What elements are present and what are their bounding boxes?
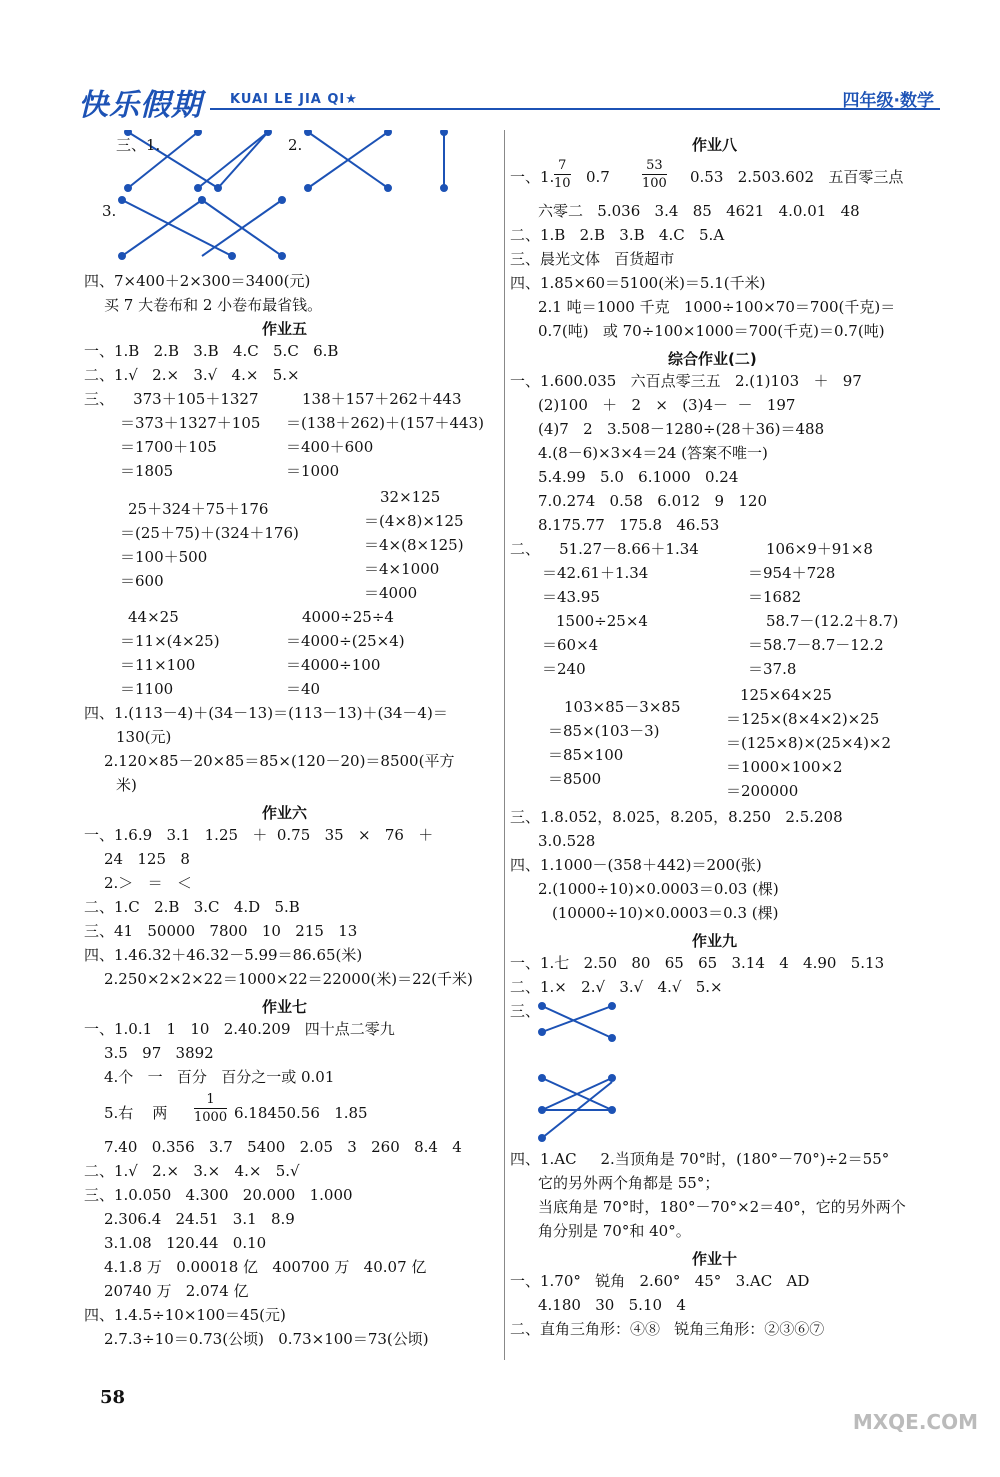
answer-line: ＝(138＋262)＋(157＋443)	[286, 414, 484, 432]
answer-line: 二、1.C 2.B 3.C 4.D 5.B	[84, 898, 300, 916]
answer-line: 2.	[288, 136, 303, 154]
answer-line: 一、1.七 2.50 80 65 65 3.14 4 4.90 5.13	[510, 954, 885, 972]
section-heading: 作业六	[262, 804, 308, 822]
answer-line: 125×64×25	[740, 686, 832, 704]
answer-line: 7.40 0.356 3.7 5400 2.05 3 260 8.4 4	[104, 1138, 462, 1156]
answer-line: ＝4000÷(25×4)	[286, 632, 405, 650]
answer-line: ＝1100	[120, 680, 174, 698]
answer-line: ＝1700＋105	[120, 438, 217, 456]
fraction	[194, 1092, 227, 1125]
fraction	[554, 158, 571, 191]
answer-line: 4000÷25÷4	[302, 608, 394, 626]
answer-line: 138＋157＋262＋443	[302, 390, 462, 408]
answer-line: 0.7	[586, 168, 610, 186]
answer-line: ＝240	[542, 660, 586, 678]
answer-line: ＝85×100	[548, 746, 624, 764]
matching-lines-2	[298, 130, 458, 194]
answer-line: 一、1.600.035 六百点零三五 2.(1)103 ＋ 97	[510, 372, 862, 390]
answer-line: 四、1.85×60＝5100(米)＝5.1(千米)	[510, 274, 766, 292]
matching-lines-3	[112, 196, 302, 262]
answer-line: 六零二 5.036 3.4 85 4621 4.0.01 48	[538, 202, 860, 220]
answer-line: 8.175.77 175.8 46.53	[538, 516, 720, 534]
fraction-numerator: 53	[646, 158, 663, 173]
answer-line: 3.1.08 120.44 0.10	[104, 1234, 267, 1252]
answer-line: 一、1.B 2.B 3.B 4.C 5.C 6.B	[84, 342, 339, 360]
answer-line: 2.1 吨＝1000 千克 1000÷100×70＝700(千克)＝	[538, 298, 896, 316]
section-heading: 作业十	[692, 1250, 738, 1268]
answer-line: ＝43.95	[542, 588, 600, 606]
answer-line: 5.4.99 5.0 6.1000 0.24	[538, 468, 739, 486]
answer-line: ＝200000	[726, 782, 799, 800]
answer-line: ＝100＋500	[120, 548, 208, 566]
answer-line: 四、1.1000－(358＋442)＝200(张)	[510, 856, 762, 874]
answer-line: ＝4000÷100	[286, 656, 381, 674]
answer-line: 一、1.	[510, 168, 555, 186]
answer-line: ＝4×1000	[364, 560, 440, 578]
answer-line: 二、 51.27－8.66＋1.34	[510, 540, 699, 558]
answer-line: 106×9＋91×8	[766, 540, 873, 558]
answer-line: 0.7(吨) 或 70÷100×1000＝700(千克)＝0.7(吨)	[538, 322, 885, 340]
answer-line: 2.120×85－20×85＝85×(120－20)＝8500(平方	[104, 752, 455, 770]
answer-line: ＝4000	[364, 584, 418, 602]
book-logo-pinyin: KUAI LE JIA QI★	[230, 92, 358, 107]
answer-line: 2.7.3÷10＝0.73(公顷) 0.73×100＝73(公顷)	[104, 1330, 429, 1348]
answer-line: 四、7×400＋2×300＝3400(元)	[84, 272, 311, 290]
answer-line: ＝85×(103－3)	[548, 722, 660, 740]
fraction-numerator: 7	[558, 158, 567, 173]
answer-line: 4.个 一 百分 百分之一或 0.01	[104, 1068, 335, 1086]
answer-line: 当底角是 70°时，180°－70°×2＝40°，它的另外两个	[538, 1198, 906, 1216]
answer-line: 44×25	[128, 608, 179, 626]
answer-line: 四、1.4.5÷10×100＝45(元)	[84, 1306, 286, 1324]
answer-line: 0.53 2.503.602 五百零三点	[690, 168, 904, 186]
answer-line: 4.(8－6)×3×4＝24 (答案不唯一)	[538, 444, 768, 462]
section-heading: 作业八	[692, 136, 738, 154]
fraction-bar	[642, 174, 667, 175]
answer-line: 三、晨光文体 百货超市	[510, 250, 675, 268]
section-heading: 综合作业(二)	[668, 350, 757, 368]
answer-line: ＝(125×8)×(25×4)×2	[726, 734, 892, 752]
answer-line: ＝4×(8×125)	[364, 536, 464, 554]
fraction-denominator: 100	[642, 176, 667, 191]
answer-line: 它的另外两个角都是 55°；	[538, 1174, 720, 1192]
answer-line: 4.180 30 5.10 4	[538, 1296, 686, 1314]
answer-line: (2)100 ＋ 2 × (3)4－ － 197	[538, 396, 796, 414]
answer-line: 三、	[510, 1002, 541, 1020]
answer-line: 二、1.√ 2.× 3.√ 4.× 5.×	[84, 366, 300, 384]
answer-line: 3.	[102, 202, 117, 220]
answer-line: ＝1000×100×2	[726, 758, 843, 776]
answer-line: 4.1.8 万 0.00018 亿 400700 万 40.07 亿	[104, 1258, 427, 1276]
fraction-denominator: 1000	[194, 1110, 228, 1125]
answer-line: 三、1.8.052，8.025，8.205，8.250 2.5.208	[510, 808, 843, 826]
answer-line: ＝60×4	[542, 636, 599, 654]
watermark: MXQE.COM	[852, 1410, 978, 1434]
answer-line: 三、1.	[116, 136, 161, 154]
answer-line: 20740 万 2.074 亿	[104, 1282, 249, 1300]
header-rule	[210, 108, 940, 110]
answer-line: 三、 373＋105＋1327	[84, 390, 259, 408]
answer-line: 2.(1000÷10)×0.0003＝0.03 (棵)	[538, 880, 779, 898]
answer-line: ＝(4×8)×125	[364, 512, 464, 530]
answer-line: ＝58.7－8.7－12.2	[748, 636, 884, 654]
answer-line: (10000÷10)×0.0003＝0.3 (棵)	[552, 904, 779, 922]
answer-line: 1500÷25×4	[556, 612, 648, 630]
answer-line: ＝11×100	[120, 656, 196, 674]
answer-line: 一、1.6.9 3.1 1.25 ＋ 0.75 35 × 76 ＋	[84, 826, 434, 844]
answer-line: 四、1.46.32＋46.32－5.99＝86.65(米)	[84, 946, 363, 964]
answer-line: 2.306.4 24.51 3.1 8.9	[104, 1210, 295, 1228]
answer-line: ＝1682	[748, 588, 802, 606]
section-heading: 作业五	[262, 320, 308, 338]
answer-line: ＝954＋728	[748, 564, 836, 582]
answer-line: ＝373＋1327＋105	[120, 414, 261, 432]
answer-line: 2.＞ ＝ ＜	[104, 874, 192, 892]
answer-line: 32×125	[380, 488, 441, 506]
answer-line: ＝11×(4×25)	[120, 632, 220, 650]
page-number: 58	[100, 1387, 126, 1408]
answer-line: 6.18450.56 1.85	[234, 1104, 368, 1122]
answer-line: 四、1.AC 2.当顶角是 70°时，(180°－70°)÷2＝55°	[510, 1150, 890, 1168]
fraction	[642, 158, 667, 191]
answer-line: ＝42.61＋1.34	[542, 564, 649, 582]
matching-lines-homework9	[532, 1002, 642, 1142]
fraction-bar	[554, 174, 571, 175]
answer-line: 三、1.0.050 4.300 20.000 1.000	[84, 1186, 353, 1204]
answer-line: (4)7 2 3.508－1280÷(28＋36)＝488	[538, 420, 825, 438]
answer-line: 24 125 8	[104, 850, 190, 868]
column-divider	[504, 130, 505, 1360]
section-heading: 作业七	[262, 998, 308, 1016]
answer-line: 三、41 50000 7800 10 215 13	[84, 922, 358, 940]
page-header	[60, 78, 940, 123]
answer-line: 二、直角三角形：④⑧ 锐角三角形：②③⑥⑦	[510, 1320, 825, 1338]
grade-subject-label: 四年级·数学	[842, 91, 934, 111]
answer-line: 角分别是 70°和 40°。	[538, 1222, 691, 1240]
answer-line: ＝600	[120, 572, 164, 590]
fraction-bar	[194, 1108, 227, 1109]
answer-line: ＝37.8	[748, 660, 797, 678]
section-heading: 作业九	[692, 932, 738, 950]
answer-line: 四、1.(113－4)＋(34－13)＝(113－13)＋(34－4)＝	[84, 704, 448, 722]
answer-line: 二、1.× 2.√ 3.√ 4.√ 5.×	[510, 978, 723, 996]
answer-line: 二、1.√ 2.× 3.× 4.× 5.√	[84, 1162, 300, 1180]
answer-line: ＝40	[286, 680, 321, 698]
fraction-numerator: 1	[206, 1092, 215, 1107]
answer-line: 3.5 97 3892	[104, 1044, 214, 1062]
answer-line: 130(元)	[116, 728, 172, 746]
answer-line: ＝(25＋75)＋(324＋176)	[120, 524, 299, 542]
answer-line: ＝1000	[286, 462, 340, 480]
answer-line: 二、1.B 2.B 3.B 4.C 5.A	[510, 226, 725, 244]
book-logo: 快乐假期	[78, 88, 202, 123]
answer-line: 2.250×2×2×22＝1000×22＝22000(米)＝22(千米)	[104, 970, 473, 988]
answer-line: ＝400＋600	[286, 438, 374, 456]
answer-line: 25＋324＋75＋176	[128, 500, 269, 518]
answer-line: 3.0.528	[538, 832, 596, 850]
answer-line: 58.7－(12.2＋8.7)	[766, 612, 899, 630]
fraction-denominator: 10	[554, 176, 571, 191]
answer-line: 米)	[116, 776, 137, 794]
answer-line: 103×85－3×85	[564, 698, 681, 716]
answer-line: 一、1.0.1 1 10 2.40.209 四十点二零九	[84, 1020, 395, 1038]
answer-line: ＝8500	[548, 770, 602, 788]
answer-line: 买 7 大卷布和 2 小卷布最省钱。	[104, 296, 323, 314]
answer-line: ＝125×(8×4×2)×25	[726, 710, 880, 728]
answer-line: 一、1.70° 锐角 2.60° 45° 3.AC AD	[510, 1272, 810, 1290]
answer-line: 7.0.274 0.58 6.012 9 120	[538, 492, 767, 510]
answer-line: ＝1805	[120, 462, 174, 480]
answer-line: 5.右 两	[104, 1104, 168, 1122]
